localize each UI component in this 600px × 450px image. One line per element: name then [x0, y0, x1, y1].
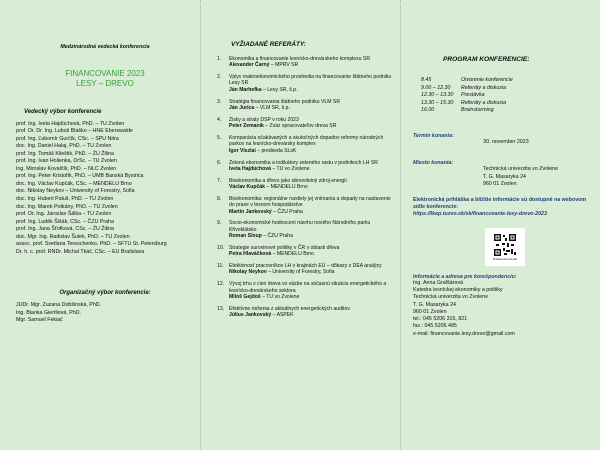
list-item: assoc. prof. Svetlana Tereschenko, PhD. – SFTU St. Petersburg	[16, 241, 167, 248]
list-item: 13. Efektívne riešenia z aktuálnych energetických auditov Július Jankovský – ASPEK	[217, 305, 350, 319]
list-item: 1. Ekonomika a financovanie lesnícko-drevárskeho komplexu SR Alexander Čarný – MPRV SR	[217, 56, 370, 69]
invited-papers-list	[209, 56, 396, 318]
list-item: prof. Ing. Ľubomír Gurčík, CSc. – SPU Nitra	[16, 135, 119, 142]
title-line-1: FINANCOVANIE 2023	[65, 68, 145, 78]
list-item: Ing. Blanka Giertliová, PhD.	[16, 309, 82, 316]
qr-code-icon	[493, 233, 517, 257]
list-item: doc. Ing. Václav Kupčák, CSc. – MENDELU Brno	[16, 180, 132, 187]
left-column	[0, 0, 200, 450]
registration-link[interactable]: https://lkep.tuzvo.sk/sk/financovanie-lesy-drevo-2023	[413, 210, 547, 217]
qr-caption: Prihlasovací formulár	[492, 257, 518, 261]
program-row: 13.30 – 15.30 Referáty a diskusia	[421, 99, 507, 106]
org-committee-list	[16, 302, 194, 325]
list-item: 5. Komparácia očakávaných a skutočných dopadov reformy národných parkov na lesnícko-drevársky komplex Igor Viszlai – predseda SLsK	[217, 135, 384, 154]
list-item: prof. Ing. Peter Kristofík, PhD. – UMB Banská Bystrica	[16, 173, 144, 180]
program-row: 9.00 – 12.30 Referáty a diskusia	[421, 84, 507, 91]
middle-column	[200, 0, 400, 450]
list-item: prof. Dr. Dr. Ing. Luboš Blaško – HNE Eberswalde	[16, 128, 133, 135]
conference-title	[16, 69, 194, 89]
list-item: Mgr. Samuel Fekiač	[16, 317, 63, 324]
list-item: 3. Stratégia financovania štátneho podniku VLM SR Ján Jurica – VLM SR, š.p.	[217, 98, 341, 111]
program-heading: PROGRAM KONFERENCIE:	[443, 56, 530, 63]
list-item: doc. Ing. Hubert Paluš, PhD. – TU Zvolen	[16, 196, 114, 203]
registration-block	[413, 197, 596, 218]
invited-papers-heading: VYŽIADANÉ REFERÁTY:	[231, 41, 306, 48]
term-value: 30. november 2023	[483, 138, 529, 145]
title-line-2: LESY – DREVO	[76, 78, 134, 88]
list-item: prof. Ing. Jana Šťofková, CSc. – ŽU Žilina	[16, 226, 114, 233]
contact-address: Ing. Anna Grafšárová Katedra lesníckej ekonomiky a politiky Technická univerzita vo Zvolene T. G. Masaryka 24 960 01 Zvolen tel.: 045 5206 315, 821 fax.: 045 5206 485 e-mail: financovanie.lesy.drevo@gmail.com	[413, 280, 596, 338]
list-item: prof. Ing. Tomáš Klieštik, PhD. – ŽU Žilina	[16, 150, 114, 157]
list-item: prof. Ing. Luděk Šišák, CSc. – ČZU Praha	[16, 218, 115, 225]
list-item: 9. Socio-ekonomické hodnocení návrhu nového Národního parku Křivoklátsko Roman Sloup – ČZU Praha	[217, 220, 371, 239]
list-item: doc. Ing. Marek Potkány, PhD. – TU Zvolen	[16, 203, 118, 210]
list-item: doc. Ing. Daniel Halaj, PhD. – TU Zvolen	[16, 143, 112, 150]
science-committee-list	[16, 121, 194, 257]
term-label: Termín konania:	[413, 132, 454, 139]
contact-heading: Informácie a adresa pre korešpondenciu:	[413, 273, 517, 280]
contact-email[interactable]: e-mail: financovanie.lesy.drevo@gmail.com	[413, 330, 515, 337]
list-item: prof. Ing. Iveta Hajdúchová, PhD. – TU Zvolen	[16, 120, 125, 127]
list-item: prof. Dr. Ing. Jaroslav Šálka – TU Zvolen	[16, 211, 112, 218]
list-item: prof. Ing. Ivan Holienka, DrSc. – TU Zvolen	[16, 158, 117, 165]
program-row: 8.45 Otvorenie konferencie	[421, 77, 513, 83]
program-row: 12.30 – 13.30 Prestávka	[421, 92, 485, 98]
list-item: 12. Vývoj trhu s cien dreva vo väzbe na súčasnú situáciu energetického a lesnícko-drevárskeho sektora Miloš Gejdoš – TU vo Zvolene	[217, 281, 387, 300]
conference-subtitle: Medzinárodná vedecká konferencia	[60, 44, 150, 50]
right-column	[400, 0, 600, 450]
qr-code-box[interactable]	[485, 228, 525, 266]
list-item: 4. Zisky a straty DSP v roku 2023 Peter Zemaník – Zväz spracovateľov dreva SR	[217, 116, 337, 130]
place-address: Technická univerzita vo Zvolene T. G. Masaryka 24 960 01 Zvolen	[483, 166, 559, 188]
list-item: 8. Bioekonomika: regionálne rozdiely jej vnímania a dopady na nastavenie do praxe v lesnom hospodárstve Martin Jankovský – ČZU Praha	[217, 195, 391, 215]
list-item: doc. Mgr. Ing. Radislav Šulek, PhD. – TU Zvolen	[16, 233, 130, 240]
program-row: 16.00 Brainstorming	[421, 107, 494, 113]
list-item: doc. Nikolay Neykov – University of Forestry, Sofia	[16, 188, 135, 195]
list-item: 7. Bioekonomika a dřevo jako obnovitelný zdroj energií Václav Kupčák – MENDELU Brno	[217, 177, 347, 191]
list-item: 10. Strategie surovinové politiky v ČR v oblasti dřeva Petra Hlaváčková – MENDELU Brno	[217, 244, 340, 258]
list-item: 6. Zelená ekonomika a indikátory zeleného rastu v podnikoch LH SR Iveta Hajdúchová – TU vo Zvolene	[217, 159, 378, 172]
list-item: 2. Vplyv makroekonomického prostredia na financovanie štátneho podniku Lesy SR Ján Marhefka – Lesy SR, š.p.	[217, 74, 392, 93]
org-committee-heading: Organizačný výbor konferencie:	[59, 290, 151, 297]
list-item: Dr. h. c. prof. RNDr. Michal Tkáč, CSc. – EU Bratislava	[16, 248, 145, 255]
program-list	[413, 77, 596, 115]
list-item: 11. Efektivnosť pracovníkov LH v krajinách EÚ – dôkazy z DEA analýzy Nikolay Neykov – University of Forestry, Sofia	[217, 263, 382, 276]
list-item: JUDr. Mgr. Zuzana Dobšinská, PhD.	[16, 302, 102, 309]
science-committee-heading: Vedecký výbor konferencie	[24, 108, 102, 115]
place-label: Miesto konania:	[413, 160, 454, 167]
list-item: Ing. Miroslav Kovalčík, PhD. – NLC Zvolen	[16, 165, 117, 172]
registration-text: Elektronická prihláška a bližšie informácie sú dostupné na webovom sídle konferencie:	[413, 196, 587, 210]
